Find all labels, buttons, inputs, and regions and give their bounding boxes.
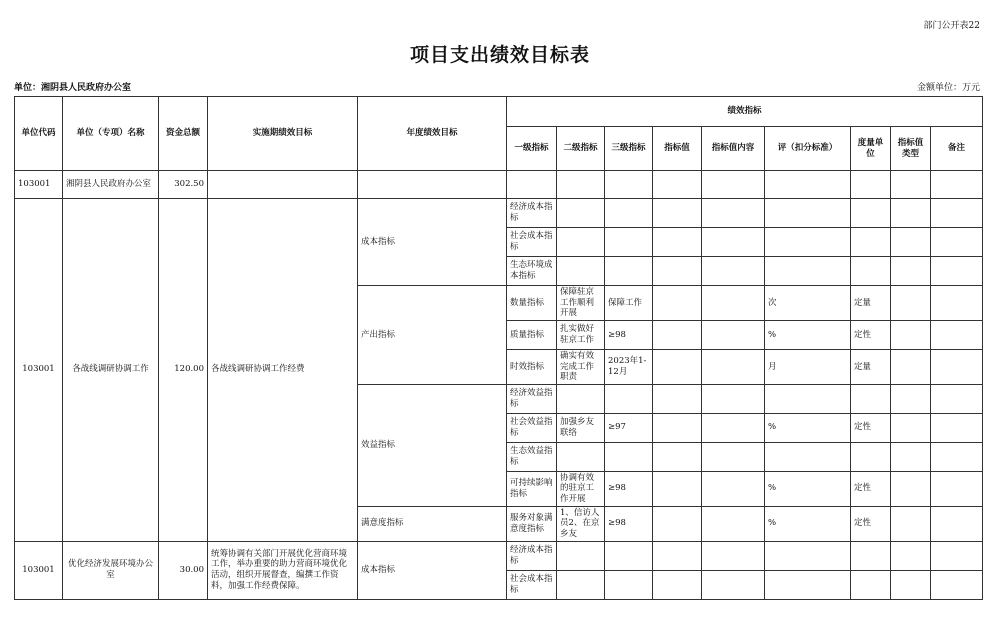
cell-amount: 30.00 xyxy=(159,541,208,599)
cell-group-output: 产出指标 xyxy=(358,286,507,385)
cell-l2: 生态环境成本指标 xyxy=(507,257,557,286)
header-perf-indicators: 绩效指标 xyxy=(507,97,983,127)
table-number-label: 部门公开表22 xyxy=(923,21,980,31)
performance-table xyxy=(14,96,983,600)
header-measure-unit: 度量单位 xyxy=(851,127,891,171)
cell-l2: 可持续影响指标 xyxy=(507,471,557,506)
table-row: 时效指标 确实有效完成工作职责 2023年1-12月 月 定量 xyxy=(15,349,983,384)
cell-code: 103001 xyxy=(15,541,63,599)
header-level1: 一级指标 xyxy=(507,127,557,171)
cell-group-cost: 成本指标 xyxy=(358,199,507,286)
table-row: 可持续影响指标 协调有效的驻京工作开展 ≥98 % 定性 xyxy=(15,471,983,506)
header-row-1 xyxy=(15,97,983,127)
table-row: 满意度指标 服务对象满意度指标 1、信访人员2、在京乡友 ≥98 % 定性 xyxy=(15,506,983,541)
unit-label: 单位：湘阴县人民政府办公室 xyxy=(14,83,132,93)
cell-l2: 经济效益指标 xyxy=(507,384,557,413)
cell-l2: 社会成本指标 xyxy=(507,570,557,599)
cell-l2: 服务对象满意度指标 xyxy=(507,506,557,541)
table-row: 社会效益指标 加强乡友联络 ≥97 % 定性 xyxy=(15,413,983,442)
header-level2: 二级指标 xyxy=(557,127,605,171)
cell-group-cost: 成本指标 xyxy=(358,541,507,599)
amount-unit-label: 金额单位：万元 xyxy=(916,83,980,93)
header-scoring: 评（扣分标准） xyxy=(765,127,851,171)
header-remark: 备注 xyxy=(931,127,983,171)
cell-code: 103001 xyxy=(15,199,63,542)
table-row: 质量指标 扎实做好驻京工作 ≥98 % 定性 xyxy=(15,320,983,349)
cell-l2: 社会效益指标 xyxy=(507,413,557,442)
table-row xyxy=(15,199,983,228)
cell-period-goal: 各战线调研协调工作经费 xyxy=(208,199,358,542)
header-unit-name: 单位（专项）名称 xyxy=(63,97,159,171)
table-row xyxy=(15,541,983,570)
cell-group-satisfaction: 满意度指标 xyxy=(358,506,507,541)
cell-amount: 120.00 xyxy=(159,199,208,542)
cell-l2: 经济成本指标 xyxy=(507,541,557,570)
header-annual-goal: 年度绩效目标 xyxy=(358,97,507,171)
cell-name: 各战线调研协调工作 xyxy=(63,199,159,542)
header-indicator-content: 指标值内容 xyxy=(702,127,765,171)
cell-l2: 社会成本指标 xyxy=(507,228,557,257)
header-unit-code: 单位代码 xyxy=(15,97,63,171)
cell-l2: 时效指标 xyxy=(507,349,557,384)
cell-name: 优化经济发展环境办公室 xyxy=(63,541,159,599)
cell-amount: 302.50 xyxy=(159,171,208,199)
cell-code: 103001 xyxy=(15,171,63,199)
page-title: 项目支出绩效目标表 xyxy=(409,44,590,66)
table-row: 产出指标 数量指标 保障驻京工作顺利开展 保障工作 次 定量 xyxy=(15,286,983,321)
header-period-goal: 实施期绩效目标 xyxy=(208,97,358,171)
cell-l2: 数量指标 xyxy=(507,286,557,321)
cell-l2: 经济成本指标 xyxy=(507,199,557,228)
cell-name: 湘阴县人民政府办公室 xyxy=(63,171,159,199)
header-indicator-type: 指标值类型 xyxy=(891,127,931,171)
header-fund-total: 资金总额 xyxy=(159,97,208,171)
header-indicator-value: 指标值 xyxy=(653,127,702,171)
cell-l2: 生态效益指标 xyxy=(507,442,557,471)
summary-row xyxy=(15,171,983,199)
cell-period-goal: 统筹协调有关部门开展优化营商环境工作，举办重要的助力营商环境优化活动，组织开展督查，编撰工作资料，加强工作经费保障。 xyxy=(208,541,358,599)
header-level3: 三级指标 xyxy=(605,127,653,171)
cell-group-benefit: 效益指标 xyxy=(358,384,507,506)
cell-l2: 质量指标 xyxy=(507,320,557,349)
